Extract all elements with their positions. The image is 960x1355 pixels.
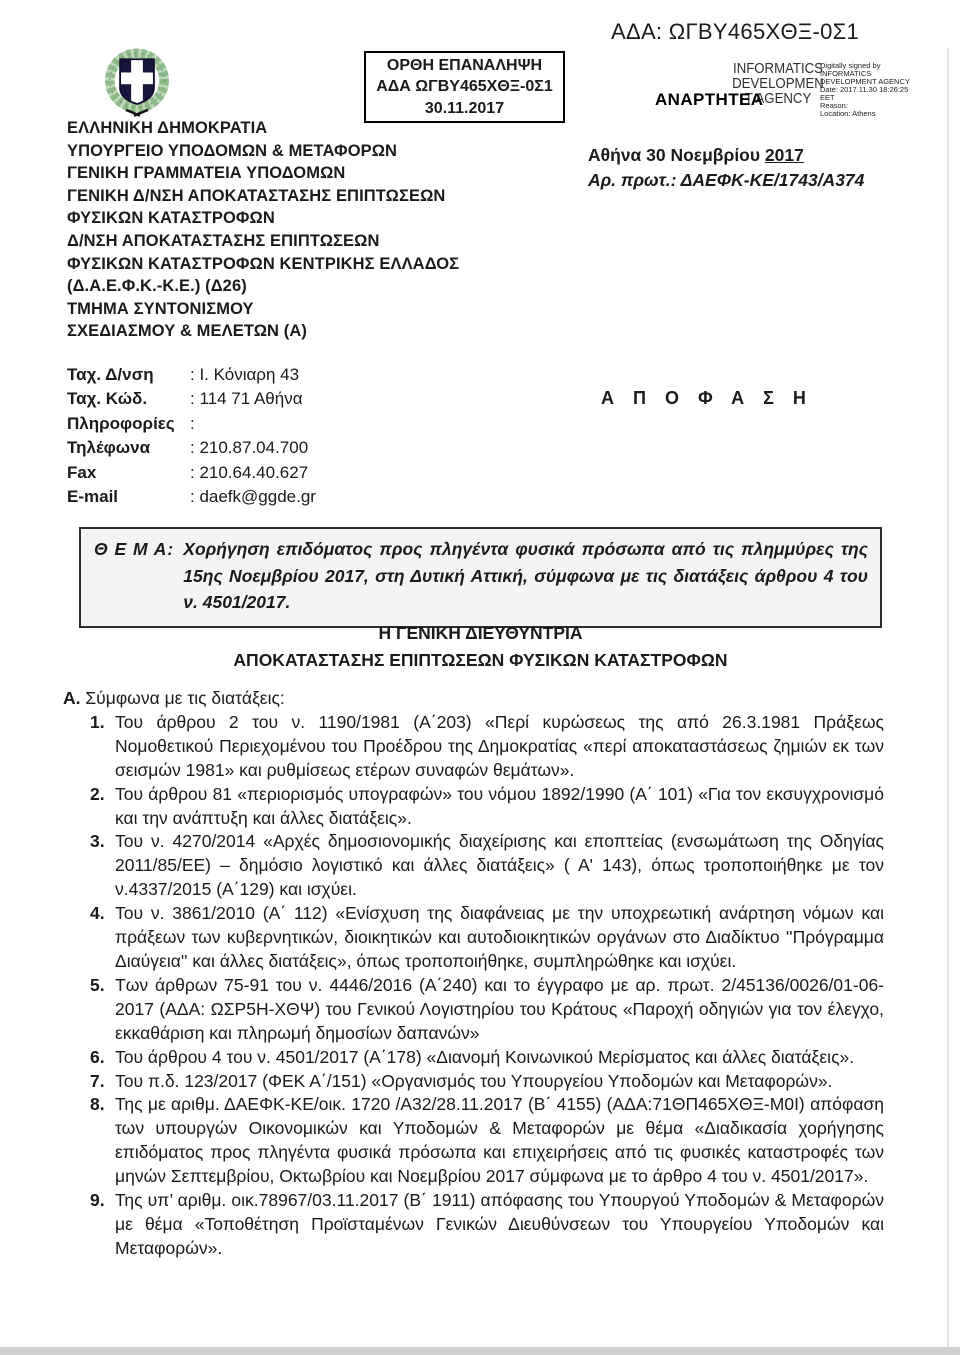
section-a-heading <box>63 687 884 711</box>
digital-signature-stamp <box>655 60 945 140</box>
contact-value: : Ι. Κόνιαρη 43 <box>190 365 300 384</box>
issue-date-city: Αθήνα 30 Νοεμβρίου <box>588 145 765 165</box>
authority-heading-line: Η ΓΕΝΙΚΗ ΔΙΕΥΘΥΝΤΡΙΑ <box>378 623 583 643</box>
signature-detail-line: DEVELOPMENT AGENCY <box>820 77 910 86</box>
legal-item-number: 7. <box>90 1070 105 1091</box>
legal-item <box>90 1093 884 1189</box>
signature-detail-line: INFORMATICS <box>820 69 872 78</box>
legal-item-text: Των άρθρων 75-91 του ν. 4446/2016 (Α΄240) και το έγγραφο με αρ. πρωτ. 2/45136/0026/01-06-2017 (ΑΔΑ: ΩΣΡ5Η-ΧΘΨ) του Γενικού Λογιστηρίου του Κράτους «Παροχή οδηγιών για τον έλεγχο, εκκαθάριση και πληρωμή δημοσίων δαπανών» <box>115 974 884 1043</box>
legal-item <box>90 783 884 831</box>
signature-detail-line: Location: Athens <box>820 109 876 118</box>
contact-value: : 210.64.40.627 <box>190 462 309 482</box>
contact-row <box>67 485 316 509</box>
contact-row <box>67 461 316 485</box>
document-body <box>63 687 884 1261</box>
contact-value: : 114 71 Αθήνα <box>190 389 303 409</box>
contact-label: Πληροφορίες <box>67 413 175 433</box>
legal-item-text: Του π.δ. 123/2017 (ΦΕΚ Α΄/151) «Οργανισμός του Υπουργείου Υποδομών και Μεταφορών». <box>115 1070 833 1091</box>
stamp-line: ΑΔΑ ΩΓΒΥ465ΧΘΞ-0Σ1 <box>376 78 553 96</box>
contact-label: Ταχ. Κώδ. <box>67 389 148 409</box>
letterhead-line: Δ/ΝΣΗ ΑΠΟΚΑΤΑΣΤΑΣΗΣ ΕΠΙΠΤΩΣΕΩΝ <box>67 231 380 250</box>
legal-item-number: 9. <box>90 1190 105 1211</box>
letterhead-block <box>67 117 459 343</box>
signature-agency-line: INFORMATICS <box>733 60 823 77</box>
contact-row <box>67 363 316 387</box>
contact-row <box>67 436 316 460</box>
subject-text: Χορήγηση επιδόματος προς πληγέντα φυσικά πρόσωπα από τις πλημμύρες της 15ης Νοεμβρίου 2017, στη Δυτική Αττική, σύμφωνα με τις διατάξεις άρθρου 4 του ν. 4501/2017. <box>183 539 868 612</box>
legal-item-number: 1. <box>90 711 105 732</box>
legal-item-number: 2. <box>90 783 105 804</box>
page-bottom-strip <box>0 1347 960 1355</box>
signature-agency-line: T AGENCY <box>744 90 812 107</box>
signature-detail-line: Reason: <box>820 101 848 110</box>
stamp-line: 30.11.2017 <box>424 99 505 117</box>
decision-title: Α Π Ο Φ Α Σ Η <box>601 388 813 408</box>
contact-label: Τηλέφωνα <box>67 438 151 458</box>
legal-item <box>90 974 884 1046</box>
shield <box>119 59 154 106</box>
issue-date <box>588 145 804 166</box>
letterhead-line: ΤΜΗΜΑ ΣΥΝΤΟΝΙΣΜΟΥ <box>67 299 254 318</box>
letterhead-line: ΦΥΣΙΚΩΝ ΚΑΤΑΣΤΡΟΦΩΝ ΚΕΝΤΡΙΚΗΣ ΕΛΛΑΔΟΣ <box>67 254 460 273</box>
legal-item-number: 5. <box>90 974 105 995</box>
contact-block <box>67 363 316 509</box>
legal-item <box>90 711 884 783</box>
contact-row <box>67 387 316 411</box>
legal-item <box>90 902 884 974</box>
letterhead-line: ΓΕΝΙΚΗ Δ/ΝΣΗ ΑΠΟΚΑΤΑΣΤΑΣΗΣ ΕΠΙΠΤΩΣΕΩΝ <box>67 186 446 205</box>
signature-details <box>820 62 935 118</box>
letterhead-line: ΦΥΣΙΚΩΝ ΚΑΤΑΣΤΡΟΦΩΝ <box>67 209 275 228</box>
letterhead-line: ΣΧΕΔΙΑΣΜΟΥ & ΜΕΛΕΤΩΝ (Α) <box>67 322 307 341</box>
legal-item-text: Του ν. 4270/2014 «Αρχές δημοσιονομικής διαχείρισης και εποπτείας (ενσωμάτωση της Οδηγίας 2011/85/ΕΕ) – δημόσιο λογιστικό και άλλες διατάξεις» ( Α' 143), όπως τροποποιήθηκε με τον ν.4337/2015 (Α΄129) και ισχύει. <box>115 831 884 900</box>
legal-item-text: Του ν. 3861/2010 (Α΄ 112) «Ενίσχυση της διαφάνειας με την υποχρεωτική ανάρτηση νόμων και πράξεων των κυβερνητικών, διοικητικών και αυτοδιοικητικών οργάνων στο Διαδίκτυο ''Πρόγραμμα Διαύγεια'' και άλλες διατάξεις», όπως τροποποιήθηκε, συμπληρώθηκε και ισχύει. <box>115 903 884 971</box>
signature-agency-line: DEVELOPMEN <box>732 75 824 92</box>
legal-item-text: Του άρθρου 4 του ν. 4501/2017 (Α΄178) «Διανομή Κοινωνικού Μερίσματος και άλλες διατάξεις». <box>115 1046 855 1067</box>
correction-stamp-box <box>364 51 565 123</box>
contact-label: Fax <box>67 462 97 482</box>
issue-date-year: 2017 <box>764 145 804 165</box>
authority-heading-line: ΑΠΟΚΑΤΑΣΤΑΣΗΣ ΕΠΙΠΤΩΣΕΩΝ ΦΥΣΙΚΩΝ ΚΑΤΑΣΤΡΟΦΩΝ <box>233 649 728 670</box>
legal-item-text: Της υπ’ αριθμ. οικ.78967/03.11.2017 (Β΄ 1911) απόφασης του Υπουργού Υποδομών & Μεταφορών με θέμα «Τοποθέτηση Προϊσταμένων Γενικών Διευθύνσεων του Υπουργείου Υποδομών και Μεταφορών». <box>115 1190 884 1258</box>
contact-value: : 210.87.04.700 <box>190 438 309 458</box>
page-edge-line <box>947 48 949 1349</box>
legal-item-number: 6. <box>90 1046 105 1067</box>
subject-box <box>79 527 882 628</box>
section-a-marker: Α. <box>63 688 81 708</box>
legal-item-text: Της με αριθμ. ΔΑΕΦΚ-ΚΕ/οικ. 1720 /Α32/28.11.2017 (Β΄ 4155) (ΑΔΑ:71ΘΠ465ΧΘΞ-Μ0Ι) απόφαση των υπουργών Οικονομικών και Υποδομών & Μεταφορών με θέμα «Διαδικασία χορήγησης επιδόματος προς πληγέντα φυσικά πρόσωπα και επιχειρήσεις από τις φυσικές καταστροφές των μηνών Σεπτεμβρίου, Οκτωβρίου και Νοεμβρίου 2017 σύμφωνα με το άρθρο 4 του ν. 4501/2017». <box>115 1094 884 1187</box>
authority-heading <box>79 620 882 673</box>
anartitea-label: ΑΝΑΡΤΗΤΕΑ <box>655 90 764 109</box>
contact-value: : daefk@ggde.gr <box>190 487 316 507</box>
legal-item <box>90 1046 884 1070</box>
subject-label: Θ Ε Μ Α: <box>94 539 175 559</box>
legal-item <box>90 1189 884 1261</box>
legal-item-number: 3. <box>90 831 105 852</box>
section-a-title: Σύμφωνα με τις διατάξεις: <box>80 688 285 708</box>
contact-label: E-mail <box>67 487 119 507</box>
letterhead-line: ΕΛΛΗΝΙΚΗ ΔΗΜΟΚΡΑΤΙΑ <box>67 119 268 137</box>
signature-detail-line: Date: 2017.11.30 18:26:25 <box>820 85 909 94</box>
contact-value: : <box>190 413 195 433</box>
signature-detail-line: EET <box>820 93 835 102</box>
contact-row <box>67 412 316 436</box>
letterhead-line: ΓΕΝΙΚΗ ΓΡΑΜΜΑΤΕΙΑ ΥΠΟΔΟΜΩΝ <box>67 164 346 183</box>
letterhead-line: (Δ.Α.Ε.Φ.Κ.-Κ.Ε.) (Δ26) <box>67 277 247 296</box>
legal-item-number: 8. <box>90 1094 105 1115</box>
contact-label: Ταχ. Δ/νση <box>67 365 154 384</box>
legal-item-text: Του άρθρου 2 του ν. 1190/1981 (Α΄203) «Περί κυρώσεως της από 26.3.1981 Πράξεως Νομοθετικού Περιεχομένου του Προέδρου της Δημοκρατίας «περί αποκαταστάσεως ζημιών εκ των σεισμών 1981» και ρυθμίσεως ετέρων συναφών θεμάτων». <box>115 711 884 780</box>
protocol-number: Αρ. πρωτ.: ΔΑΕΦΚ-ΚΕ/1743/Α374 <box>588 170 865 190</box>
legal-item-text: Του άρθρου 81 «περιορισμός υπογραφών» του νόμου 1892/1990 (Α΄ 101) «Για τον εκσυγχρονισμό και την ανάπτυξη και άλλες διατάξεις». <box>115 783 884 828</box>
greek-coat-of-arms-icon <box>93 38 181 126</box>
legal-item-number: 4. <box>90 903 105 924</box>
stamp-line: ΟΡΘΗ ΕΠΑΝΑΛΗΨΗ <box>386 56 543 74</box>
ada-code: ΑΔΑ: ΩΓΒΥ465ΧΘΞ-0Σ1 <box>611 19 860 44</box>
letterhead-line: ΥΠΟΥΡΓΕΙΟ ΥΠΟΔΟΜΩΝ & ΜΕΤΑΦΟΡΩΝ <box>67 141 398 160</box>
legal-item <box>90 1070 884 1094</box>
legal-item <box>90 830 884 902</box>
signature-detail-line: Digitally signed by <box>820 61 881 70</box>
